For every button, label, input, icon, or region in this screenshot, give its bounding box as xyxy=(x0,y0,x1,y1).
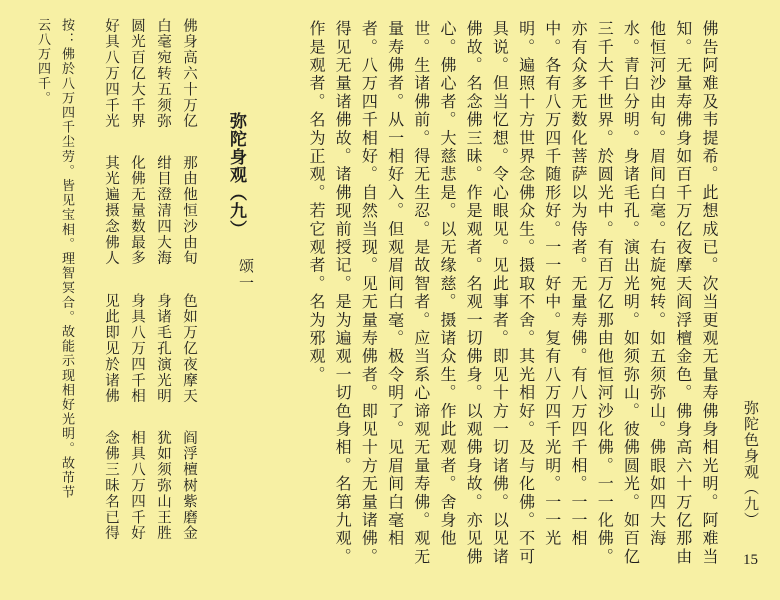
poem-verse: 相具八万四千好 xyxy=(129,429,145,542)
sutra-line: 具说。但当忆想。令心眼见。见此事者。即见十方一切诸佛。以见诸 xyxy=(490,20,510,566)
sutra-line: 世。生诸佛前。得无生忍。是故智者。应当系心谛观无量寿佛。观无 xyxy=(411,20,431,566)
poem-line xyxy=(150,18,176,542)
poem-verse: 阎浮檀树紫磨金 xyxy=(181,429,197,542)
sutra-line: 水。青白分明。身诸毛孔。演出光明。如须弥山。彼佛圆光。如百亿 xyxy=(621,20,641,566)
poem-verse: 好具八万四千光 xyxy=(103,18,119,130)
poem-verse: 佛身高六十万亿 xyxy=(181,18,197,130)
sutra-line: 知。无量寿佛身如百千万亿夜摩天阎浮檀金色。佛身高六十万亿那由 xyxy=(673,20,693,566)
sutra-line: 中。各有八万四千随形好。一一好中。复有八万四千光明。一一光 xyxy=(542,20,562,548)
poem-verse: 色如万亿夜摩天 xyxy=(181,292,197,404)
note-line: 按：佛於八万四千尘劳。皆见宝相。理智冥合。故能示现相好光明。故芇节 xyxy=(59,18,74,500)
poem-line xyxy=(98,18,124,542)
poem-verse: 犹如须弥山王胜 xyxy=(155,429,171,542)
sutra-line: 作是观者。名为正观。若它观者。名为邪观。 xyxy=(306,20,326,384)
sutra-line: 佛告阿难及韦提希。此想成已。次当更观无量寿佛身相光明。阿难当 xyxy=(700,20,719,566)
poem-line xyxy=(124,18,150,542)
poem-verses xyxy=(98,18,202,542)
sutra-line: 心。佛心者。大慈悲是。以无缘慈。摄诸众生。作此观者。舍身他 xyxy=(437,20,457,548)
poem-verse: 身具八万四千相 xyxy=(129,292,145,404)
poem-title: 弥陀身观（九） xyxy=(226,112,246,238)
poem-verse: 白毫宛转五须弥 xyxy=(155,18,171,130)
sutra-line: 佛故。名念佛三昧。作是观者。名观一切佛身。以观佛身故。亦见佛 xyxy=(464,20,484,566)
commentary-note xyxy=(30,18,78,578)
sutra-line: 明。遍照十方世界念佛众生。摄取不舍。其光相好。及与化佛。不可 xyxy=(516,20,536,566)
sutra-line: 量寿佛者。从一相好入。但观眉间白毫。极令明了。见眉间白毫相 xyxy=(385,20,405,548)
sutra-line: 他恒河沙由旬。眉间白毫。右旋宛转。如五须弥山。佛眼如四大海 xyxy=(647,20,667,548)
note-line: 云八万四千。 xyxy=(35,18,50,106)
poem-verse: 那由他恒沙由旬 xyxy=(181,155,197,267)
poem-verse: 其光遍摄念佛人 xyxy=(103,155,119,267)
poem-verse: 绀目澄清四大海 xyxy=(155,155,171,267)
poem-verse: 身诸毛孔演光明 xyxy=(155,292,171,404)
sutra-text xyxy=(303,20,722,580)
poem-subtitle: 颂一 xyxy=(237,258,255,292)
sutra-line: 三千大千世界。於圆光中。有百万亿那由他恒河沙化佛。一一化佛。 xyxy=(595,20,615,566)
sutra-line: 得见无量诸佛故。诸佛现前授记。是为遍观一切色身相。名第九观。 xyxy=(333,20,353,566)
poem-verse: 化佛无量数最多 xyxy=(129,155,145,267)
poem-verse: 圆光百亿大千界 xyxy=(129,18,145,130)
sutra-line: 者。八万四千相好。自然当现。见无量寿佛者。即见十方无量诸佛。 xyxy=(359,20,379,566)
sutra-line: 亦有众多无数化菩萨以为侍者。无量寿佛。有八万四千相。一一相 xyxy=(568,20,588,548)
poem-verse: 见此即见於诸佛 xyxy=(103,292,119,404)
poem-verse: 念佛三昧名已得 xyxy=(103,429,119,542)
poem-line xyxy=(176,18,202,542)
running-title: 弥陀色身观（九） xyxy=(742,400,760,528)
page-number: 15 xyxy=(743,552,758,568)
